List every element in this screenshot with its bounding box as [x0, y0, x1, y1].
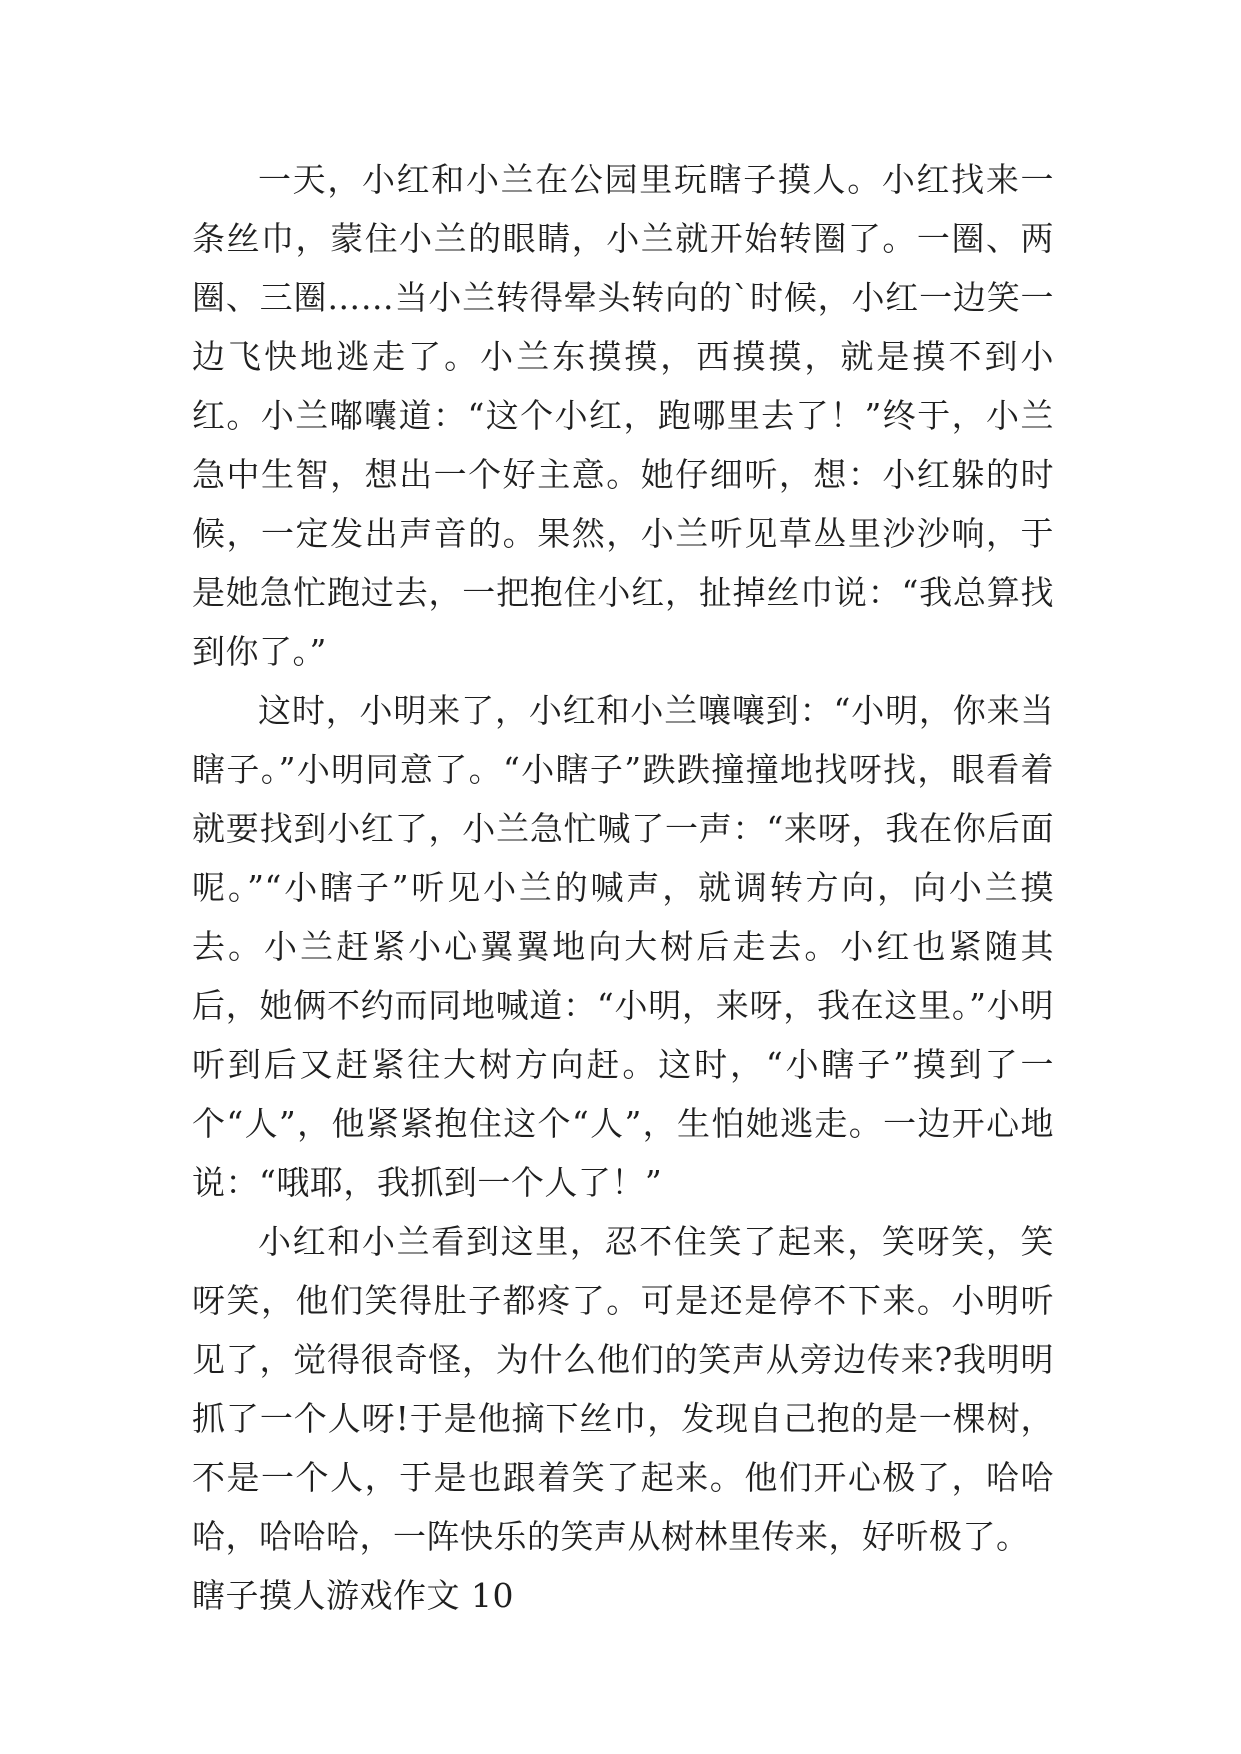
paragraph-2: 这时，小明来了，小红和小兰嚷嚷到：“小明，你来当瞎子。”小明同意了。“小瞎子”跌跌撞撞地找呀找，眼看着就要找到小红了，小兰急忙喊了一声：“来呀，我在你后面呢。”“小瞎子”听见小兰的喊声，就调转方向，向小兰摸去。小兰赶紧小心翼翼地向大树后走去。小红也紧随其后，她俩不约而同地喊道：“小明，来呀，我在这里。”小明听到后又赶紧往大树方向赶。这时，“小瞎子”摸到了一个“人”，他紧紧抱住这个“人”，生怕她逃走。一边开心地说：“哦耶，我抓到一个人了！”	[192, 691, 1054, 1202]
next-essay-title: 瞎子摸人游戏作文 10	[192, 1576, 514, 1615]
essay-body	[192, 150, 1054, 1625]
paragraph-1: 一天，小红和小兰在公园里玩瞎子摸人。小红找来一条丝巾，蒙住小兰的眼睛，小兰就开始转圈了。一圈、两圈、三圈……当小兰转得晕头转向的`时候，小红一边笑一边飞快地逃走了。小兰东摸摸，西摸摸，就是摸不到小红。小兰嘟囔道：“这个小红，跑哪里去了！”终于，小兰急中生智，想出一个好主意。她仔细听，想：小红躲的时候，一定发出声音的。果然，小兰听见草丛里沙沙响，于是她急忙跑过去，一把抱住小红，扯掉丝巾说：“我总算找到你了。”	[192, 160, 1054, 671]
paragraph-3: 小红和小兰看到这里，忍不住笑了起来，笑呀笑，笑呀笑，他们笑得肚子都疼了。可是还是停不下来。小明听见了，觉得很奇怪，为什么他们的笑声从旁边传来?我明明抓了一个人呀!于是他摘下丝巾，发现自己抱的是一棵树，不是一个人，于是也跟着笑了起来。他们开心极了，哈哈哈，哈哈哈，一阵快乐的笑声从树林里传来，好听极了。	[192, 1222, 1054, 1556]
